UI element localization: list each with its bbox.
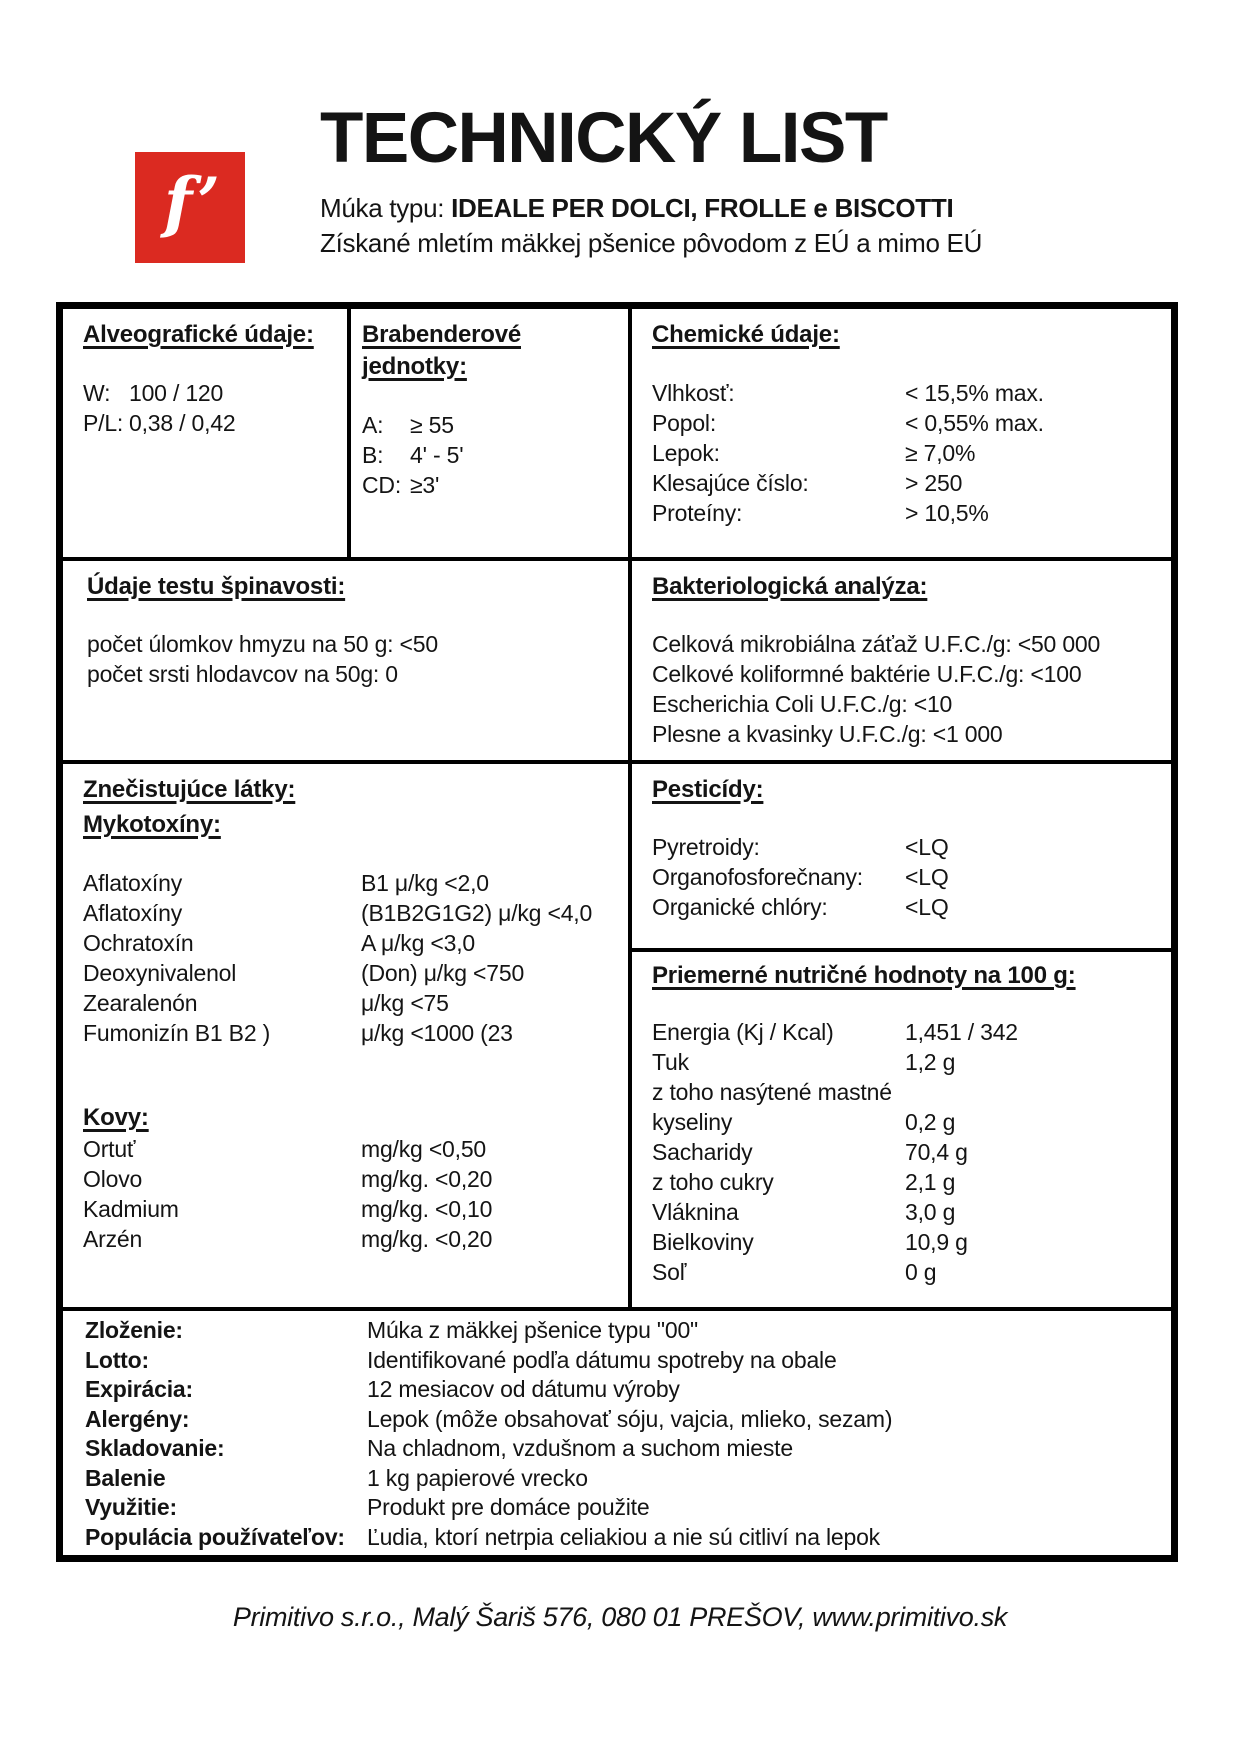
section-product-info: [63, 1311, 1171, 1555]
row-value: ≥3': [410, 472, 440, 498]
data-row: [652, 1197, 1163, 1227]
table-row-top: [63, 309, 1171, 561]
row-label: Organofosforečnany:: [652, 864, 863, 890]
data-row: [85, 1523, 1163, 1553]
row-value: μ/kg <75: [361, 990, 449, 1016]
section-alveographic: [63, 309, 351, 557]
row-label: Ortuť: [83, 1136, 136, 1162]
row-label: Fumonizín B1 B2 ): [83, 1020, 271, 1046]
data-row: [83, 1134, 620, 1164]
row-label: Aflatoxíny: [83, 900, 182, 926]
row-value: Ľudia, ktorí netrpia celiakiou a nie sú citliví na lepok: [367, 1523, 880, 1550]
row-value: Produkt pre domáce použite: [367, 1494, 650, 1520]
data-line: Plesne a kvasinky U.F.C./g: <1 000: [652, 721, 1003, 747]
row-label: A:: [362, 412, 384, 438]
row-label: W:: [83, 380, 111, 406]
logo-f-mark-icon: f’: [163, 162, 221, 241]
data-row: [83, 868, 620, 898]
data-row: [85, 1316, 1163, 1346]
row-value: Múka z mäkkej pšenice typu "00": [367, 1317, 699, 1343]
row-label: Lotto:: [85, 1346, 149, 1373]
data-row: [362, 410, 620, 440]
row-label: B:: [362, 442, 384, 468]
row-value: mg/kg <0,50: [361, 1136, 487, 1162]
data-row: [83, 898, 620, 928]
data-row: [85, 1434, 1163, 1464]
data-row: [652, 468, 1163, 498]
row-label: Arzén: [83, 1226, 143, 1252]
row-label: Klesajúce číslo:: [652, 470, 809, 496]
row-label: Populácia používateľov:: [85, 1523, 345, 1550]
flour-type-line: [320, 193, 953, 224]
row-label: kyseliny: [652, 1109, 733, 1135]
row-value: 1,451 / 342: [905, 1019, 1018, 1045]
section-bacteriological: [632, 561, 1171, 760]
row-label: Vláknina: [652, 1199, 739, 1225]
row-label: Tuk: [652, 1049, 689, 1075]
row-value: 1,2 g: [905, 1049, 956, 1075]
row-label: z toho cukry: [652, 1169, 774, 1195]
row-value: Identifikované podľa dátumu spotreby na obale: [367, 1346, 837, 1373]
row-label: Bielkoviny: [652, 1229, 754, 1255]
data-row: [652, 408, 1163, 438]
row-value: mg/kg. <0,20: [361, 1166, 493, 1192]
row-label: z toho nasýtené mastné: [652, 1079, 892, 1105]
row-label: Vlhkosť:: [652, 380, 735, 406]
data-row: [83, 378, 339, 408]
data-row: [652, 832, 1163, 862]
row-value: ≥ 7,0%: [905, 440, 976, 466]
row-label: CD:: [362, 472, 402, 498]
data-row: [85, 1346, 1163, 1376]
row-label: Ochratoxín: [83, 930, 194, 956]
section-heading: Chemické údaje:: [652, 321, 840, 348]
section-heading: Údaje testu špinavosti:: [87, 573, 346, 600]
section-heading: Bakteriologická analýza:: [652, 573, 928, 600]
table-row-contaminants-pesticides: [63, 764, 1171, 1311]
data-row: [652, 1077, 1163, 1107]
row-value: ≥ 55: [410, 412, 454, 438]
row-value: > 10,5%: [905, 500, 989, 526]
row-label: Proteíny:: [652, 500, 743, 526]
data-row: [83, 408, 339, 438]
section-chemical: [632, 309, 1171, 557]
flour-type-prefix: Múka typu:: [320, 193, 452, 223]
data-row: [652, 892, 1163, 922]
data-line: počet úlomkov hmyzu na 50 g: <50: [87, 631, 438, 657]
row-value: μ/kg <1000 (23: [361, 1020, 513, 1046]
row-value: (Don) μ/kg <750: [361, 960, 525, 986]
data-row: [85, 1405, 1163, 1435]
row-value: A μ/kg <3,0: [361, 930, 475, 956]
section-brabender: [351, 309, 632, 557]
data-row: [652, 378, 1163, 408]
row-label: Energia (Kj / Kcal): [652, 1019, 834, 1045]
data-row: [652, 438, 1163, 468]
data-line: Escherichia Coli U.F.C./g: <10: [652, 691, 953, 717]
section-subheading: Mykotoxíny:: [83, 811, 221, 838]
data-row: [85, 1493, 1163, 1523]
data-row: [652, 1137, 1163, 1167]
row-label: P/L:: [83, 410, 124, 436]
data-row: [652, 1017, 1163, 1047]
data-row: [652, 1047, 1163, 1077]
row-value: 4' - 5': [410, 442, 464, 468]
row-label: Soľ: [652, 1259, 687, 1285]
section-contaminants: [63, 764, 632, 1307]
data-line: Celkové koliformné baktérie U.F.C./g: <100: [652, 661, 1082, 687]
data-row: [362, 470, 620, 500]
row-label: Lepok:: [652, 440, 720, 466]
metals-list: [83, 1134, 620, 1254]
section-dirt-test: [63, 561, 632, 760]
table-row-product-info: [63, 1311, 1171, 1555]
data-row: [83, 1194, 620, 1224]
row-value: 0,2 g: [905, 1109, 956, 1135]
data-row: [83, 1018, 620, 1048]
row-label: Balenie: [85, 1464, 166, 1491]
row-value: Lepok (môže obsahovať sóju, vajcia, mlieko, sezam): [367, 1405, 893, 1432]
spec-table: [56, 302, 1178, 1562]
row-label: Alergény:: [85, 1405, 190, 1432]
section-heading: Pesticídy:: [652, 776, 764, 803]
row-value: 10,9 g: [905, 1229, 968, 1255]
row-value: B1 μ/kg <2,0: [361, 870, 489, 896]
row-label: Popol:: [652, 410, 717, 436]
row-value: > 250: [905, 470, 963, 496]
row-label: Skladovanie:: [85, 1435, 225, 1461]
row-label: Deoxynivalenol: [83, 960, 237, 986]
data-row: [83, 988, 620, 1018]
row-value: 0 g: [905, 1259, 937, 1285]
brand-logo: [135, 152, 245, 263]
row-label: Olovo: [83, 1166, 143, 1192]
row-value: mg/kg. <0,10: [361, 1196, 493, 1222]
section-heading: Priemerné nutričné hodnoty na 100 g:: [652, 962, 1076, 989]
row-value: (B1B2G1G2) μ/kg <4,0: [361, 900, 593, 926]
data-row: [652, 1167, 1163, 1197]
row-label: Pyretroidy:: [652, 834, 760, 860]
flour-type-value: IDEALE PER DOLCI, FROLLE e BISCOTTI: [451, 193, 954, 223]
table-row-dirt-bacteria: [63, 561, 1171, 764]
row-label: Expirácia:: [85, 1376, 193, 1402]
right-column-row3: [632, 764, 1171, 1307]
row-value: < 0,55% max.: [905, 410, 1044, 436]
row-value: <LQ: [905, 894, 949, 920]
origin-line: Získané mletím mäkkej pšenice pôvodom z EÚ a mimo EÚ: [320, 228, 983, 258]
mycotoxins-list: [83, 868, 620, 1048]
row-value: Na chladnom, vzdušnom a suchom mieste: [367, 1435, 793, 1461]
row-label: Zloženie:: [85, 1317, 183, 1343]
data-row: [652, 862, 1163, 892]
data-row: [362, 440, 620, 470]
row-value: 3,0 g: [905, 1199, 956, 1225]
row-label: Kadmium: [83, 1196, 179, 1222]
section-heading: Znečistujúce látky:: [83, 776, 296, 803]
row-value: mg/kg. <0,20: [361, 1226, 493, 1252]
data-row: [652, 1107, 1163, 1137]
row-value: 100 / 120: [129, 380, 224, 406]
row-value: 1 kg papierové vrecko: [367, 1464, 588, 1491]
row-value: <LQ: [905, 834, 949, 860]
data-line: počet srsti hlodavcov na 50g: 0: [87, 661, 398, 687]
page-title: TECHNICKÝ LIST: [320, 99, 887, 178]
section-pesticides: [632, 764, 1171, 952]
data-row: [652, 498, 1163, 528]
data-row: [652, 1227, 1163, 1257]
data-row: [652, 1257, 1163, 1287]
row-value: 2,1 g: [905, 1169, 956, 1195]
data-line: Celková mikrobiálna záťaž U.F.C./g: <50 000: [652, 631, 1101, 657]
metals-heading: Kovy:: [83, 1104, 149, 1131]
footer-company-line: Primitivo s.r.o., Malý Šariš 576, 080 01 PREŠOV, www.primitivo.sk: [232, 1602, 1008, 1632]
row-label: Aflatoxíny: [83, 870, 182, 896]
row-value: <LQ: [905, 864, 949, 890]
data-row: [85, 1375, 1163, 1405]
row-value: < 15,5% max.: [905, 380, 1044, 406]
row-value: 70,4 g: [905, 1139, 968, 1165]
section-nutrition: [632, 952, 1171, 1307]
row-label: Zearalenón: [83, 990, 198, 1016]
data-row: [85, 1464, 1163, 1494]
row-label: Organické chlóry:: [652, 894, 828, 920]
data-row: [83, 1224, 620, 1254]
section-heading: Alveografické údaje:: [83, 321, 314, 348]
row-label: Sacharidy: [652, 1139, 753, 1165]
data-row: [83, 928, 620, 958]
section-heading: Brabenderové jednotky:: [362, 321, 521, 380]
row-value: 12 mesiacov od dátumu výroby: [367, 1376, 680, 1402]
row-label: Využitie:: [85, 1494, 177, 1520]
row-value: 0,38 / 0,42: [129, 410, 236, 436]
data-row: [83, 958, 620, 988]
data-row: [83, 1164, 620, 1194]
